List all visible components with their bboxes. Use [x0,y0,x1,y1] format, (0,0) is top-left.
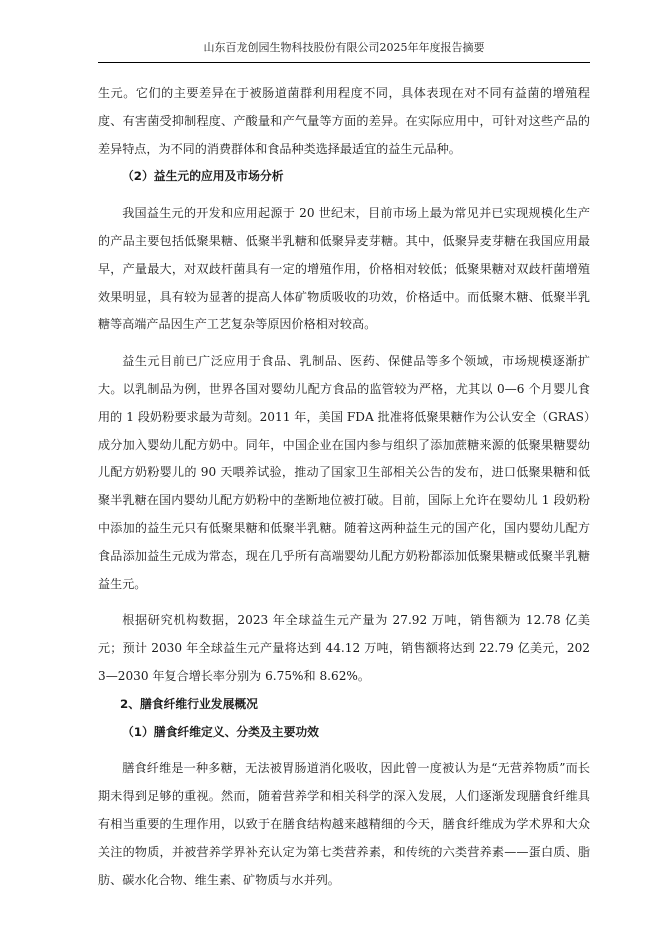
paragraph-prebiotic-applications: 益生元目前已广泛应用于食品、乳制品、医药、保健品等多个领域，市场规模逐渐扩大。以乳制品为例，世界各国对婴幼儿配方食品的监管较为严格，尤其以 0—6 个月婴儿食用的 1 段奶粉要求最为苛刻。2011 年，美国 FDA 批准将低聚果糖作为公认安全（GRAS）成分加入婴幼儿配方奶中。同年，中国企业在国内参与组织了添加蔗糖来源的低聚果糖婴幼儿配方奶粉婴儿的 90 天喂养试验，推动了国家卫生部相关公告的发布，进口低聚果糖和低聚半乳糖在国内婴幼儿配方奶粉中的垄断地位被打破。目前，国际上允许在婴幼儿 1 段奶粉中添加的益生元只有低聚果糖和低聚半乳糖。随着这两种益生元的国产化，国内婴幼儿配方食品添加益生元成为常态，现在几乎所有高端婴幼儿配方奶粉都添加低聚果糖或低聚半乳糖益生元。 [98,354,590,591]
paragraph-fiber-definition: 膳食纤维是一种多糖，无法被胃肠道消化吸收，因此曾一度被认为是“无营养物质”而长期未得到足够的重视。然而，随着营养学和相关科学的深入发展，人们逐渐发现膳食纤维具有相当重要的生理作用，以致于在膳食结构越来越精细的今天，膳食纤维成为学术界和大众关注的物质，并被营养学界补充认定为第七类营养素，和传统的六类营养素——蛋白质、脂肪、碳水化合物、维生素、矿物质与水并列。 [98,761,590,887]
page-header: 山东百龙创园生物科技股份有限公司2025年年度报告摘要 [98,36,590,63]
subsection-heading-fiber-definition: （1）膳食纤维定义、分类及主要功效 [122,724,319,739]
paragraph-prebiotic-differences: 生元。它们的主要差异在于被肠道菌群利用程度不同，具体表现在对不同有益菌的增殖程度、有害菌受抑制程度、产酸量和产气量等方面的差异。在实际应用中，可针对这些产品的差异特点，为不同的消费群体和食品种类选择最适宜的益生元品种。 [98,86,590,156]
document-body [98,80,590,894]
paragraph-market-data: 根据研究机构数据，2023 年全球益生元产量为 27.92 万吨，销售额为 12.78 亿美元；预计 2030 年全球益生元产量将达到 44.12 万吨，销售额将达到 22.79 亿美元，2023—2030 年复合增长率分别为 6.75%和 8.62%。 [98,613,590,683]
section-heading-prebiotic-application: （2）益生元的应用及市场分析 [122,169,284,184]
paragraph-prebiotic-development: 我国益生元的开发和应用起源于 20 世纪末，目前市场上最为常见并已实现规模化生产的产品主要包括低聚果糖、低聚半乳糖和低聚异麦芽糖。其中，低聚异麦芽糖在我国应用最早，产量最大，对双歧杆菌具有一定的增殖作用，价格相对较低；低聚果糖对双歧杆菌增殖效果明显，具有较为显著的提高人体矿物质吸收的功效，价格适中。而低聚木糖、低聚半乳糖等高端产品因生产工艺复杂等原因价格相对较高。 [98,206,590,332]
section-heading-dietary-fiber: 2、膳食纤维行业发展概况 [120,696,258,711]
